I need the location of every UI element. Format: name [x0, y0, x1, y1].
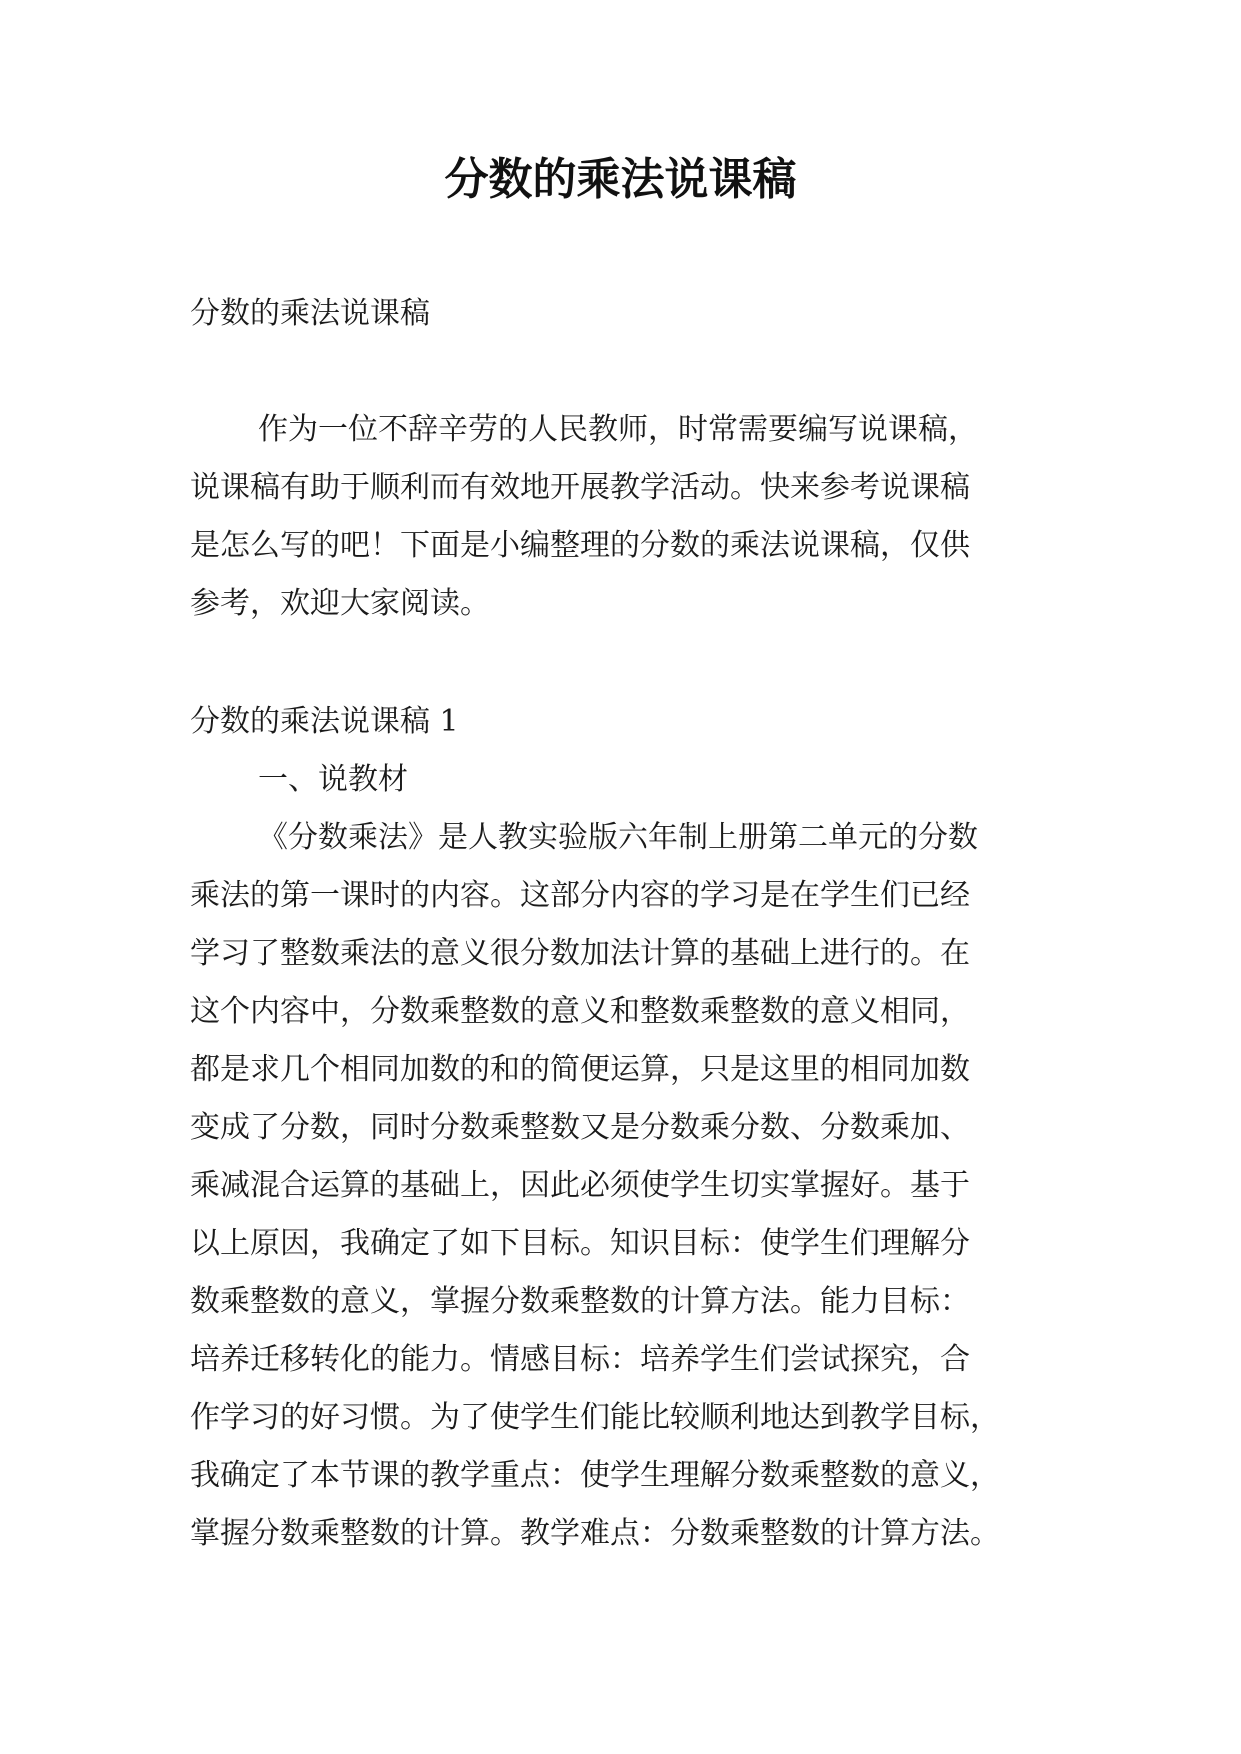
- body-line: 数乘整数的意义，掌握分数乘整数的计算方法。能力目标：: [190, 1284, 970, 1319]
- subsection-title: 一、说教材: [258, 762, 408, 797]
- body-line: 掌握分数乘整数的计算。教学难点：分数乘整数的计算方法。: [190, 1516, 1000, 1551]
- body-line: 培养迁移转化的能力。情感目标：培养学生们尝试探究，合: [190, 1342, 970, 1377]
- body-line: 《分数乘法》是人教实验版六年制上册第二单元的分数: [258, 820, 978, 855]
- body-line: 变成了分数，同时分数乘整数又是分数乘分数、分数乘加、: [190, 1110, 970, 1145]
- body-line: 学习了整数乘法的意义很分数加法计算的基础上进行的。在: [190, 936, 970, 971]
- intro-line: 参考，欢迎大家阅读。: [190, 586, 490, 621]
- body-line: 以上原因，我确定了如下目标。知识目标：使学生们理解分: [190, 1226, 970, 1261]
- body-line: 都是求几个相同加数的和的简便运算，只是这里的相同加数: [190, 1052, 970, 1087]
- body-line: 这个内容中，分数乘整数的意义和整数乘整数的意义相同，: [190, 994, 970, 1029]
- section-title: 分数的乘法说课稿 1: [190, 704, 459, 739]
- body-line: 乘减混合运算的基础上，因此必须使学生切实掌握好。基于: [190, 1168, 970, 1203]
- intro-line: 说课稿有助于顺利而有效地开展教学活动。快来参考说课稿: [190, 470, 970, 505]
- intro-line: 作为一位不辞辛劳的人民教师，时常需要编写说课稿，: [258, 412, 978, 447]
- intro-line: 是怎么写的吧！下面是小编整理的分数的乘法说课稿，仅供: [190, 528, 970, 563]
- body-line: 我确定了本节课的教学重点：使学生理解分数乘整数的意义，: [190, 1458, 1000, 1493]
- document-title: 分数的乘法说课稿: [444, 154, 797, 205]
- body-line: 作学习的好习惯。为了使学生们能比较顺利地达到教学目标，: [190, 1400, 1000, 1435]
- document-subtitle: 分数的乘法说课稿: [190, 296, 430, 331]
- body-line: 乘法的第一课时的内容。这部分内容的学习是在学生们已经: [190, 878, 970, 913]
